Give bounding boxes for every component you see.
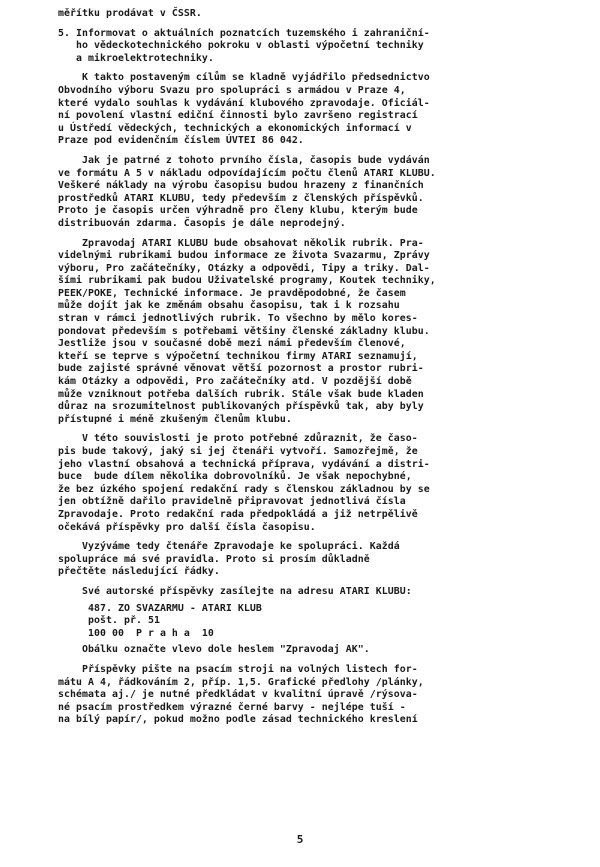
text-line: výboru, Pro začátečníky, Otázky a odpovědi, Tipy a triky. Dal-: [58, 262, 430, 274]
text-column: [58, 8, 578, 727]
text-line: šími rubrikami pak budou Uživatelské programy, Koutek techniky,: [58, 275, 436, 287]
text-line: stran v rámci jednotlivých rubrik. To všechno by mělo kores-: [58, 313, 418, 325]
text-line: buce bude dílem několika dobrovolníků. Je však nepochybné,: [58, 471, 412, 483]
text-line: prostředků ATARI KLUBU, tedy především z členských příspěvků.: [58, 192, 424, 204]
text-line: kteří se teprve s výpočetní technikou firmy ATARI seznamují,: [58, 350, 418, 362]
text-line: spolupráce má své pravidla. Proto si prosím důkladně: [58, 553, 370, 565]
text-line: že bez úzkého spojení redakční rady s členskou základnou by se: [58, 483, 430, 495]
text-line: přečtěte následující řádky.: [58, 566, 220, 578]
text-line: Praze pod evidenčním číslem ÚVTEI 86 042.: [58, 135, 304, 147]
text-line: může vzniknout potřeba dalších rubrik. Stále však bude kladen: [58, 388, 424, 400]
text-line: důraz na srozumitelnost publikovaných příspěvků tak, aby byly: [58, 401, 424, 413]
address-block: [58, 603, 578, 641]
text-line: přístupné i méně zkušeným členům klubu.: [58, 413, 292, 425]
text-line: schémata aj./ je nutné předkládat v kvalitní úpravě /rýsova-: [58, 689, 418, 701]
text-line: Proto je časopis určen výhradně pro členy klubu, kterým bude: [58, 205, 418, 217]
paragraph-7: [58, 644, 578, 657]
text-line: může dojít jak ke změnám obsahu časopisu, tak i k rozsahu: [58, 300, 400, 312]
text-line: né psacím prostředkem výrazné černé barvy - nejlépe tuší -: [58, 701, 406, 713]
text-line: na bílý papír/, pokud možno podle zásad technického kreslení: [58, 714, 418, 726]
text-line: K takto postaveným cílům se kladně vyjádřilo předsednictvo: [58, 72, 430, 84]
text-line: Příspěvky pište na psacím stroji na volných listech for-: [58, 663, 418, 675]
text-line: očekává příspěvky pro další čísla časopisu.: [58, 521, 316, 533]
text-line: jeho vlastní obsahová a technická příprava, vydávání a distri-: [58, 458, 430, 470]
numbered-item-5: [58, 28, 578, 66]
text-line: ní povolení vlastní ediční činnosti bylo završeno registrací: [58, 110, 418, 122]
text-line: Jak je patrné z tohoto prvního čísla, časopis bude vydáván: [58, 154, 430, 166]
paragraph-2: [58, 155, 578, 231]
paragraph-1: [58, 72, 578, 148]
text-line: pošt. př. 51: [88, 615, 160, 627]
text-line: a mikroelektrotechniky.: [58, 52, 214, 64]
text-line: jen obtížně dařilo pravidelně připravovat jednotlivá čísla: [58, 496, 406, 508]
text-line: 487. ZO SVAZARMU - ATARI KLUB: [88, 602, 262, 614]
text-line: ve formátu A 5 v nákladu odpovídajícím počtu členů ATARI KLUBU.: [58, 167, 436, 179]
text-line: Veškeré náklady na výrobu časopisu budou hrazeny z finančních: [58, 180, 424, 192]
page-number: 5: [296, 833, 304, 846]
text-line: kám Otázky a odpovědi, Pro začátečníky atd. V pozdější době: [58, 376, 412, 388]
text-line: 100 00 P r a h a 10: [88, 627, 214, 639]
paragraph-3: [58, 238, 578, 427]
text-line: Jestliže jsou v současné době mezi námi především členové,: [58, 338, 406, 350]
text-line: bude zajisté správné věnovat větší pozornost a prostor rubri-: [58, 363, 424, 375]
text-line: Zpravodaj ATARI KLUBU bude obsahovat několik rubrik. Pra-: [58, 237, 424, 249]
text-line: Své autorské příspěvky zasílejte na adresu ATARI KLUBU:: [58, 585, 412, 597]
text-line: mátu A 4, řádkováním 2, příp. 1,5. Grafické předlohy /plánky,: [58, 676, 424, 688]
text-line: Obvodního výboru Svazu pro spolupráci s armádou v Praze 4,: [58, 84, 406, 96]
text-line: Obálku označte vlevo dole heslem "Zpravodaj AK".: [58, 644, 370, 656]
text-line: videlnými rubrikami budou informace ze života Svazarmu, Zprávy: [58, 250, 430, 262]
paragraph-6: [58, 586, 578, 599]
text-line: PEEK/POKE, Technické informace. Je pravděpodobné, že časem: [58, 287, 406, 299]
text-line: u Ústředí vědeckých, technických a ekonomických informací v: [58, 122, 412, 134]
text-line: pis bude takový, jaký si jej čtenáři vytvoří. Samozřejmě, že: [58, 446, 418, 457]
text-line: ho vědeckotechnického pokroku v oblasti výpočetní techniky: [58, 40, 424, 52]
text-line: distribuován zdarma. Časopis je dále neprodejný.: [58, 217, 346, 229]
paragraph-4: [58, 433, 578, 534]
section-top: [58, 8, 578, 21]
text-line: V této souvislosti je proto potřebné zdůraznit, že časo-: [58, 433, 418, 445]
text-line: Vyzýváme tedy čtenáře Zpravodaje ke spolupráci. Každá: [58, 541, 400, 553]
text-line: které vydalo souhlas k vydávání klubového zpravodaje. Oficiál-: [58, 97, 430, 109]
paragraph-5: [58, 541, 578, 579]
text-line: 5. Informovat o aktuálních poznatcích tuzemského i zahraniční-: [58, 27, 430, 39]
text-line: pondovat především s potřebami většiny členské základny klubu.: [58, 325, 430, 337]
text-line: měřítku prodávat v ČSSR.: [58, 8, 202, 19]
text-line: Zpravodaje. Proto redakční rada předpokládá a již netrpělivě: [58, 508, 418, 520]
paragraph-8: [58, 664, 578, 727]
